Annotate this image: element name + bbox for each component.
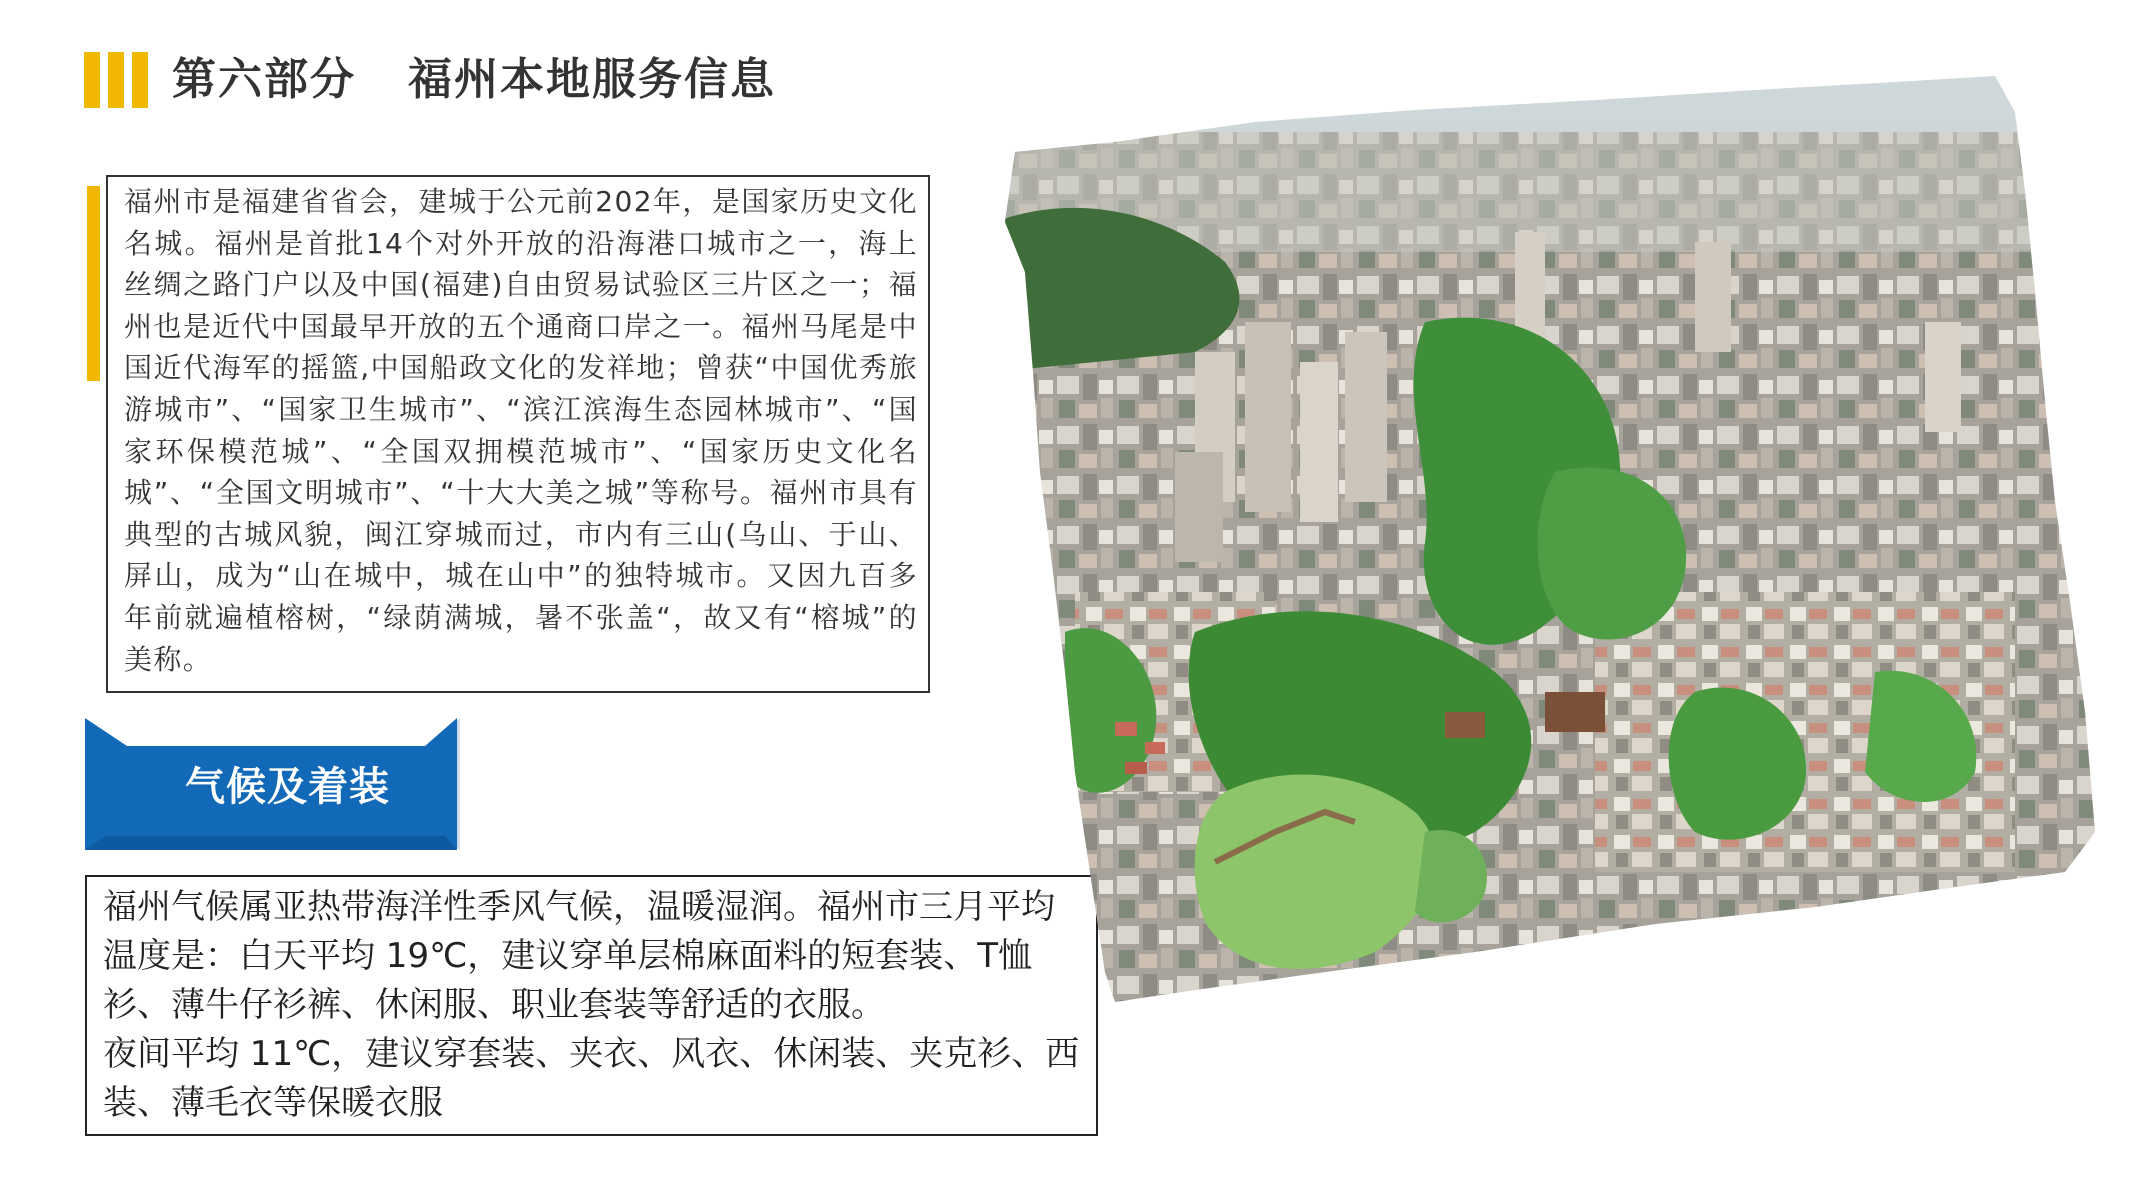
climate-paragraph-night: 夜间平均 11℃，建议穿套装、夹衣、风衣、休闲装、夹克衫、西装、薄毛衣等保暖衣服 — [103, 1034, 1080, 1123]
intro-text-box: 福州市是福建省省会，建城于公元前202年，是国家历史文化名城。福州是首批14个对外开放的沿海港口城市之一，海上丝绸之路门户以及中国(福建)自由贸易试验区三片区之一；福州也是近代中国最早开放的五个通商口岸之一。福州马尾是中国近代海军的摇篮,中国船政文化的发祥地；曾获“中国优秀旅游城市”、“国家卫生城市”、“滨江滨海生态园林城市”、“国家环保模范城”、“全国双拥模范城市”、“国家历史文化名城”、“全国文明城市”、“十大大美之城”等称号。福州市具有典型的古城风貌，闽江穿城而过，市内有三山(乌山、于山、屏山，成为“山在城中，城在山中”的独特城市。又因九百多年前就遍植榕树，“绿荫满城，暑不张盖“，故又有“榕城”的美称。 — [106, 175, 930, 693]
climate-paragraph-day: 福州气候属亚热带海洋性季风气候，温暖湿润。福州市三月平均温度是：白天平均 19℃，建议穿单层棉麻面料的短套装、T恤衫、薄牛仔衫裤、休闲服、职业套装等舒适的衣服。 — [103, 887, 1055, 1025]
section-title: 气候及着装 — [185, 764, 390, 810]
title-bars-icon — [84, 52, 150, 108]
climate-text-box — [85, 875, 1098, 1136]
section-banner — [85, 718, 460, 850]
intro-accent-bar — [87, 186, 100, 381]
page-title: 第六部分 福州本地服务信息 — [172, 54, 776, 105]
city-aerial-photo — [995, 72, 2133, 1032]
